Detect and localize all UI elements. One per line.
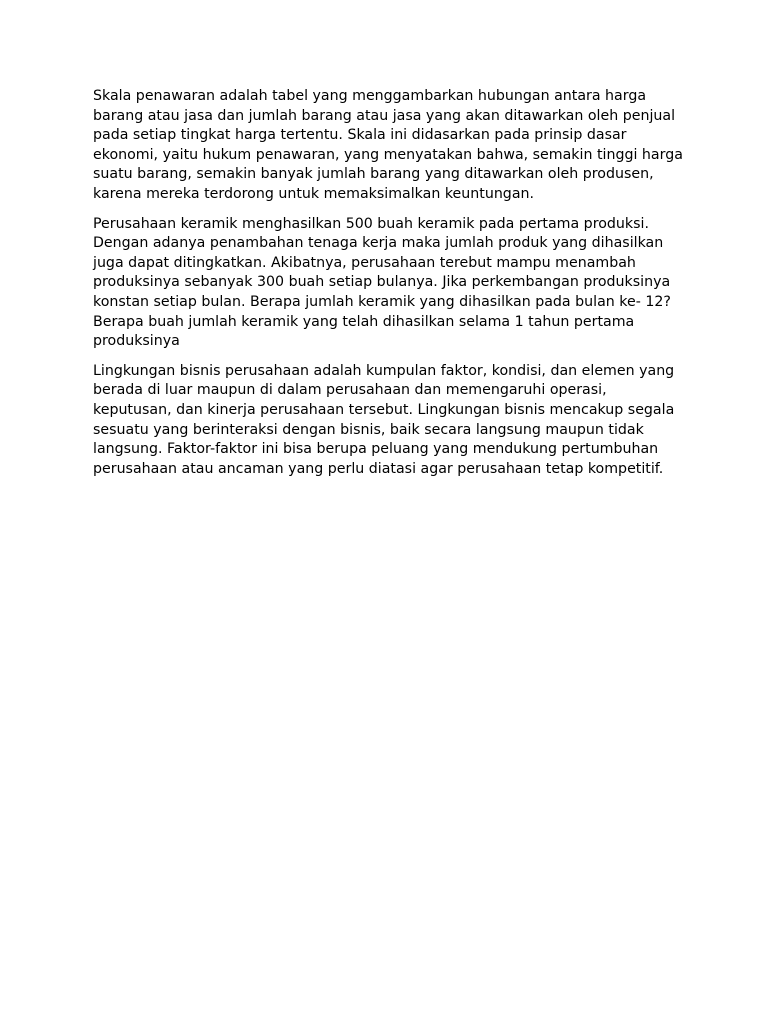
document-body xyxy=(93,87,683,489)
paragraph-supply-schedule: Skala penawaran adalah tabel yang menggambarkan hubungan antara harga barang atau jasa dan jumlah barang atau jasa yang akan ditawarkan oleh penjual pada setiap tingkat harga tertentu. Skala ini didasarkan pada prinsip dasar ekonomi, yaitu hukum penawaran, yang menyatakan bahwa, semakin tinggi harga suatu barang, semakin banyak jumlah barang yang ditawarkan oleh produsen, karena mereka terdorong untuk memaksimalkan keuntungan. xyxy=(93,88,683,202)
paragraph-business-environment: Lingkungan bisnis perusahaan adalah kumpulan faktor, kondisi, dan elemen yang berada di luar maupun di dalam perusahaan dan memengaruhi operasi, keputusan, dan kinerja perusahaan tersebut. Lingkungan bisnis mencakup segala sesuatu yang berinteraksi dengan bisnis, baik secara langsung maupun tidak langsung. Faktor-faktor ini bisa berupa peluang yang mendukung pertumbuhan perusahaan atau ancaman yang perlu diatasi agar perusahaan tetap kompetitif. xyxy=(93,362,675,477)
paragraph-ceramic-production: Perusahaan keramik menghasilkan 500 buah keramik pada pertama produksi. Dengan adanya penambahan tenaga kerja maka jumlah produk yang dihasilkan juga dapat ditingkatkan. Akibatnya, perusahaan terebut mampu menambah produksinya sebanyak 300 buah setiap bulanya. Jika perkembangan produksinya konstan setiap bulan. Berapa jumlah keramik yang dihasilkan pada bulan ke- 12? Berapa buah jumlah keramik yang telah dihasilkan selama 1 tahun pertama produksinya xyxy=(93,215,671,350)
